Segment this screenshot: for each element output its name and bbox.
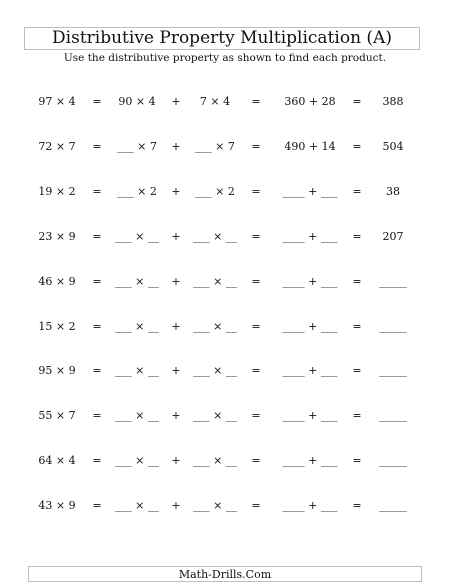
first-partial-product: ___ × __ bbox=[115, 229, 159, 243]
product-answer: 207 bbox=[382, 229, 404, 243]
first-partial-product: ___ × __ bbox=[115, 364, 159, 378]
instructions: Use the distributive property as shown to find each product. bbox=[63, 52, 387, 64]
equals-sign: = bbox=[92, 184, 102, 198]
equals-sign: = bbox=[251, 364, 261, 378]
plus-sign: + bbox=[171, 274, 181, 288]
first-partial-product: 90 × 4 bbox=[118, 95, 156, 108]
equals-sign: = bbox=[251, 274, 261, 288]
partial-sum: ____ + ___ bbox=[282, 454, 338, 468]
product-answer: 388 bbox=[382, 95, 404, 108]
equals-sign: = bbox=[251, 229, 261, 243]
equals-sign: = bbox=[251, 409, 261, 423]
equals-sign: = bbox=[92, 454, 102, 468]
equals-sign: = bbox=[251, 499, 261, 513]
second-partial-product: ___ × __ bbox=[193, 499, 237, 513]
partial-sum: ____ + ___ bbox=[282, 319, 338, 333]
plus-sign: + bbox=[171, 229, 181, 243]
plus-sign: + bbox=[171, 139, 181, 153]
partial-sum: 490 + 14 bbox=[284, 139, 336, 153]
equals-sign: = bbox=[352, 184, 362, 198]
problem-expression: 55 × 7 bbox=[38, 409, 76, 423]
partial-sum: ____ + ___ bbox=[282, 499, 338, 513]
equals-sign: = bbox=[92, 409, 102, 423]
first-partial-product: ___ × __ bbox=[115, 319, 159, 333]
plus-sign: + bbox=[171, 184, 181, 198]
plus-sign: + bbox=[171, 95, 181, 108]
first-partial-product: ___ × __ bbox=[115, 409, 159, 423]
second-partial-product: 7 × 4 bbox=[199, 95, 231, 108]
problem-row bbox=[0, 319, 450, 335]
equals-sign: = bbox=[352, 409, 362, 423]
product-answer: _____ bbox=[379, 409, 407, 423]
product-answer: _____ bbox=[379, 499, 407, 513]
plus-sign: + bbox=[171, 454, 181, 468]
plus-sign: + bbox=[171, 364, 181, 378]
problem-expression: 72 × 7 bbox=[38, 139, 76, 153]
second-partial-product: ___ × __ bbox=[193, 274, 237, 288]
second-partial-product: ___ × __ bbox=[193, 364, 237, 378]
equals-sign: = bbox=[352, 499, 362, 513]
problem-expression: 64 × 4 bbox=[38, 454, 76, 468]
equals-sign: = bbox=[92, 319, 102, 333]
equals-sign: = bbox=[352, 95, 362, 108]
equals-sign: = bbox=[92, 274, 102, 288]
equals-sign: = bbox=[251, 139, 261, 153]
product-answer: _____ bbox=[379, 454, 407, 468]
first-partial-product: ___ × __ bbox=[115, 454, 159, 468]
second-partial-product: ___ × 2 bbox=[195, 184, 235, 198]
first-partial-product: ___ × 7 bbox=[117, 139, 157, 153]
plus-sign: + bbox=[171, 409, 181, 423]
plus-sign: + bbox=[171, 499, 181, 513]
product-answer: 38 bbox=[386, 184, 400, 198]
plus-sign: + bbox=[171, 319, 181, 333]
footer-box bbox=[28, 566, 422, 582]
problem-row bbox=[0, 229, 450, 245]
second-partial-product: ___ × 7 bbox=[195, 139, 235, 153]
equals-sign: = bbox=[352, 139, 362, 153]
first-partial-product: ___ × 2 bbox=[117, 184, 157, 198]
equals-sign: = bbox=[251, 319, 261, 333]
first-partial-product: ___ × __ bbox=[115, 499, 159, 513]
equals-sign: = bbox=[251, 454, 261, 468]
equals-sign: = bbox=[352, 229, 362, 243]
partial-sum: ____ + ___ bbox=[282, 274, 338, 288]
problem-row bbox=[0, 184, 450, 200]
problem-row bbox=[0, 274, 450, 290]
problem-row bbox=[0, 139, 450, 155]
worksheet-title: Distributive Property Multiplication (A) bbox=[52, 28, 392, 48]
problem-expression: 95 × 9 bbox=[38, 364, 76, 378]
first-partial-product: ___ × __ bbox=[115, 274, 159, 288]
problem-row bbox=[0, 94, 450, 110]
problem-row bbox=[0, 408, 450, 424]
equals-sign: = bbox=[251, 95, 261, 108]
problem-expression: 43 × 9 bbox=[38, 499, 76, 513]
equals-sign: = bbox=[92, 139, 102, 153]
problem-expression: 46 × 9 bbox=[38, 274, 76, 288]
equals-sign: = bbox=[352, 454, 362, 468]
partial-sum: ____ + ___ bbox=[282, 184, 338, 198]
equals-sign: = bbox=[92, 499, 102, 513]
equals-sign: = bbox=[92, 95, 102, 108]
problem-expression: 19 × 2 bbox=[38, 184, 76, 198]
product-answer: _____ bbox=[379, 319, 407, 333]
partial-sum: ____ + ___ bbox=[282, 409, 338, 423]
equals-sign: = bbox=[352, 319, 362, 333]
equals-sign: = bbox=[352, 364, 362, 378]
footer-text: Math-Drills.Com bbox=[178, 567, 272, 581]
problem-expression: 97 × 4 bbox=[38, 95, 76, 108]
product-answer: 504 bbox=[382, 139, 404, 153]
product-answer: _____ bbox=[379, 274, 407, 288]
second-partial-product: ___ × __ bbox=[193, 229, 237, 243]
problem-row bbox=[0, 498, 450, 514]
second-partial-product: ___ × __ bbox=[193, 409, 237, 423]
equals-sign: = bbox=[92, 364, 102, 378]
partial-sum: ____ + ___ bbox=[282, 364, 338, 378]
second-partial-product: ___ × __ bbox=[193, 454, 237, 468]
problem-expression: 23 × 9 bbox=[38, 229, 76, 243]
problem-row bbox=[0, 363, 450, 379]
partial-sum: 360 + 28 bbox=[284, 95, 336, 108]
product-answer: _____ bbox=[379, 364, 407, 378]
equals-sign: = bbox=[92, 229, 102, 243]
equals-sign: = bbox=[251, 184, 261, 198]
problem-expression: 15 × 2 bbox=[38, 319, 76, 333]
partial-sum: ____ + ___ bbox=[282, 229, 338, 243]
equals-sign: = bbox=[352, 274, 362, 288]
problem-row bbox=[0, 453, 450, 469]
second-partial-product: ___ × __ bbox=[193, 319, 237, 333]
